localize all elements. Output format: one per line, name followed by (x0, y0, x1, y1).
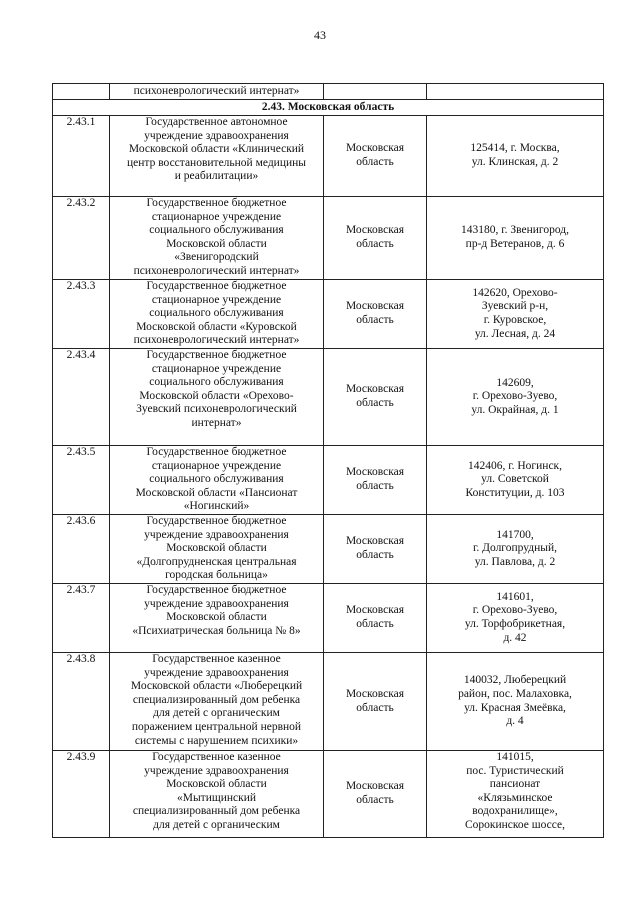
section-title: 2.43. Московская область (53, 100, 604, 116)
text-line: учреждение здравоохранения (144, 129, 289, 142)
cell-name (110, 116, 324, 197)
text-line: психоневрологический интернат» (133, 84, 300, 97)
text-line: область (356, 397, 394, 409)
table-row (53, 197, 604, 280)
text-line: ул. Окрайная, д. 1 (471, 403, 559, 416)
text-line: Государственное бюджетное (146, 197, 287, 209)
text-line: Государственное бюджетное (146, 280, 287, 292)
text-line: социального обслуживания (149, 307, 284, 320)
text-line: 125414, г. Москва, (470, 142, 560, 155)
text-line: 141601, (496, 590, 534, 603)
text-line: Московская (345, 224, 405, 237)
cell-region (324, 584, 427, 653)
cell-number: 2.43.2 (53, 197, 110, 280)
text-line: психоневрологический интернат» (133, 334, 300, 347)
text-line: ул. Павлова, д. 2 (474, 555, 556, 568)
text-line: ул. Клинская, д. 2 (471, 156, 559, 168)
cell-number: 2.43.4 (53, 349, 110, 446)
text-line: 142609, (496, 376, 534, 389)
text-line: «Мытищинский (176, 791, 257, 804)
text-line: 142406, г. Ногинск, (467, 459, 563, 472)
text-line: район, пос. Малаховка, (458, 687, 572, 700)
table-row (53, 280, 604, 349)
cell-number: 2.43.8 (53, 653, 110, 751)
cell-name (110, 197, 324, 280)
cell-name (110, 515, 324, 584)
text-line: социального обслуживания (149, 473, 284, 486)
text-line: Государственное казенное (152, 751, 281, 763)
table-row-continuation (53, 84, 604, 100)
cell-name (110, 584, 324, 653)
text-line: стационарное учреждение (151, 362, 282, 375)
cell-address (427, 84, 604, 100)
text-line: область (356, 238, 394, 250)
text-line: Московской области «Клинический (128, 143, 305, 156)
text-line: Государственное бюджетное (146, 584, 287, 596)
cell-name (110, 653, 324, 751)
text-line: 140032, Люберецкий (463, 674, 567, 687)
cell-address (427, 197, 604, 280)
text-line: Московская (345, 383, 405, 396)
text-line: г. Орехово-Зуево, (472, 604, 558, 617)
text-line: г. Куровское, (483, 314, 547, 326)
text-line: Московской области «Пансионат (135, 486, 298, 499)
text-line: и реабилитации» (174, 170, 259, 183)
cell-address (427, 751, 604, 838)
text-line: специализированный дом ребенка (132, 805, 301, 818)
cell-number: 2.43.5 (53, 446, 110, 515)
cell-address (427, 515, 604, 584)
text-line: стационарное учреждение (151, 210, 282, 223)
table-row (53, 751, 604, 838)
table-row (53, 446, 604, 515)
text-line: область (356, 314, 394, 326)
table-row (53, 349, 604, 446)
table-row (53, 584, 604, 653)
text-line: поражением центральной нервной (131, 720, 302, 733)
text-line: Московской области (166, 778, 267, 791)
text-line: Московской области (166, 237, 267, 250)
text-line: пос. Туристический (466, 764, 564, 777)
cell-name (110, 84, 324, 100)
cell-address (427, 280, 604, 349)
text-line: ул. Советской (481, 473, 549, 486)
cell-region (324, 349, 427, 446)
cell-region (324, 751, 427, 838)
text-line: ул. Лесная, д. 24 (474, 327, 556, 340)
text-line: «Звенигородский (174, 251, 259, 264)
cell-number: 2.43.6 (53, 515, 110, 584)
cell-number: 2.43.1 (53, 116, 110, 197)
text-line: водохранилище», (472, 805, 558, 818)
cell-region (324, 653, 427, 751)
text-line: Московской области (166, 542, 267, 555)
text-line: городская больница» (165, 569, 268, 582)
text-line: Московской области «Люберецкий (130, 680, 303, 693)
cell-region (324, 515, 427, 584)
cell-number: 2.43.7 (53, 584, 110, 653)
text-line: Государственное автономное (145, 116, 288, 128)
text-line: г. Долгопрудный, (472, 542, 558, 555)
section-header-row (53, 100, 604, 116)
cell-address (427, 584, 604, 653)
cell-region (324, 84, 427, 100)
text-line: психоневрологический интернат» (133, 264, 300, 277)
text-line: Государственное бюджетное (146, 515, 287, 527)
text-line: ул. Красная Змеёвка, (464, 701, 566, 714)
cell-address (427, 446, 604, 515)
text-line: Московская (345, 535, 405, 548)
cell-name (110, 349, 324, 446)
cell-name (110, 446, 324, 515)
text-line: Московская (345, 604, 405, 617)
text-line: область (356, 156, 394, 168)
cell-region (324, 446, 427, 515)
text-line: Московская (345, 300, 405, 313)
cell-address (427, 349, 604, 446)
text-line: Московской области «Орехово- (139, 389, 294, 402)
text-line: Московская (345, 687, 405, 700)
text-line: «Психиатрическая больница № 8» (132, 624, 301, 637)
text-line: интернат» (191, 416, 242, 429)
text-line: стационарное учреждение (151, 293, 282, 306)
cell-region (324, 280, 427, 349)
text-line: область (356, 701, 394, 714)
table-row (53, 515, 604, 584)
text-line: «Клязьминское (477, 791, 553, 804)
cell-number: 2.43.3 (53, 280, 110, 349)
text-line: учреждение здравоохранения (144, 597, 289, 610)
cell-name (110, 280, 324, 349)
text-line: 141700, (496, 528, 534, 541)
text-line: Государственное бюджетное (146, 446, 287, 458)
text-line: Московская (345, 466, 405, 479)
text-line: 141015, (496, 751, 534, 763)
text-line: д. 4 (506, 715, 524, 728)
text-line: ул. Торфобрикетная, (464, 618, 566, 630)
text-line: «Долгопрудненская центральная (136, 555, 297, 568)
text-line: Конституции, д. 103 (465, 486, 565, 499)
cell-region (324, 116, 427, 197)
text-line: учреждение здравоохранения (144, 764, 289, 777)
text-line: Сорокинское шоссе, (464, 818, 565, 831)
cell-region (324, 197, 427, 280)
text-line: область (356, 549, 394, 561)
text-line: для детей с органическим (153, 818, 280, 831)
cell-number: 2.43.9 (53, 751, 110, 838)
text-line: Государственное бюджетное (146, 349, 287, 361)
cell-name (110, 751, 324, 838)
cell-address (427, 116, 604, 197)
text-line: Государственное казенное (152, 653, 281, 665)
text-line: центр восстановительной медицины (126, 156, 307, 169)
text-line: д. 42 (503, 631, 527, 644)
text-line: учреждение здравоохранения (144, 528, 289, 541)
text-line: Московской области (166, 611, 267, 624)
text-line: специализированный дом ребенка (132, 693, 301, 706)
text-line: Московская (345, 142, 405, 155)
text-line: для детей с органическим (153, 707, 280, 720)
text-line: область (356, 618, 394, 630)
cell-number (53, 84, 110, 100)
text-line: Зуевский психоневрологический (136, 403, 297, 416)
text-line: социального обслуживания (149, 224, 284, 237)
text-line: область (356, 794, 394, 806)
text-line: социального обслуживания (149, 376, 284, 389)
table-row (53, 653, 604, 751)
text-line: пр-д Ветеранов, д. 6 (465, 238, 565, 250)
institutions-table (52, 83, 604, 838)
text-line: учреждение здравоохранения (144, 666, 289, 679)
text-line: Московская (345, 780, 405, 793)
text-line: Московской области «Куровской (136, 320, 297, 333)
text-line: Зуевский р-н, (481, 300, 549, 313)
text-line: область (356, 480, 394, 492)
table-row (53, 116, 604, 197)
text-line: г. Орехово-Зуево, (472, 390, 558, 403)
page-number: 43 (314, 28, 326, 42)
cell-address (427, 653, 604, 751)
text-line: 142620, Орехово- (472, 286, 558, 299)
text-line: 143180, г. Звенигород, (460, 224, 570, 237)
text-line: «Ногинский» (183, 500, 250, 513)
text-line: пансионат (489, 778, 541, 791)
text-line: системы с нарушением психики» (134, 734, 299, 747)
text-line: стационарное учреждение (151, 459, 282, 472)
